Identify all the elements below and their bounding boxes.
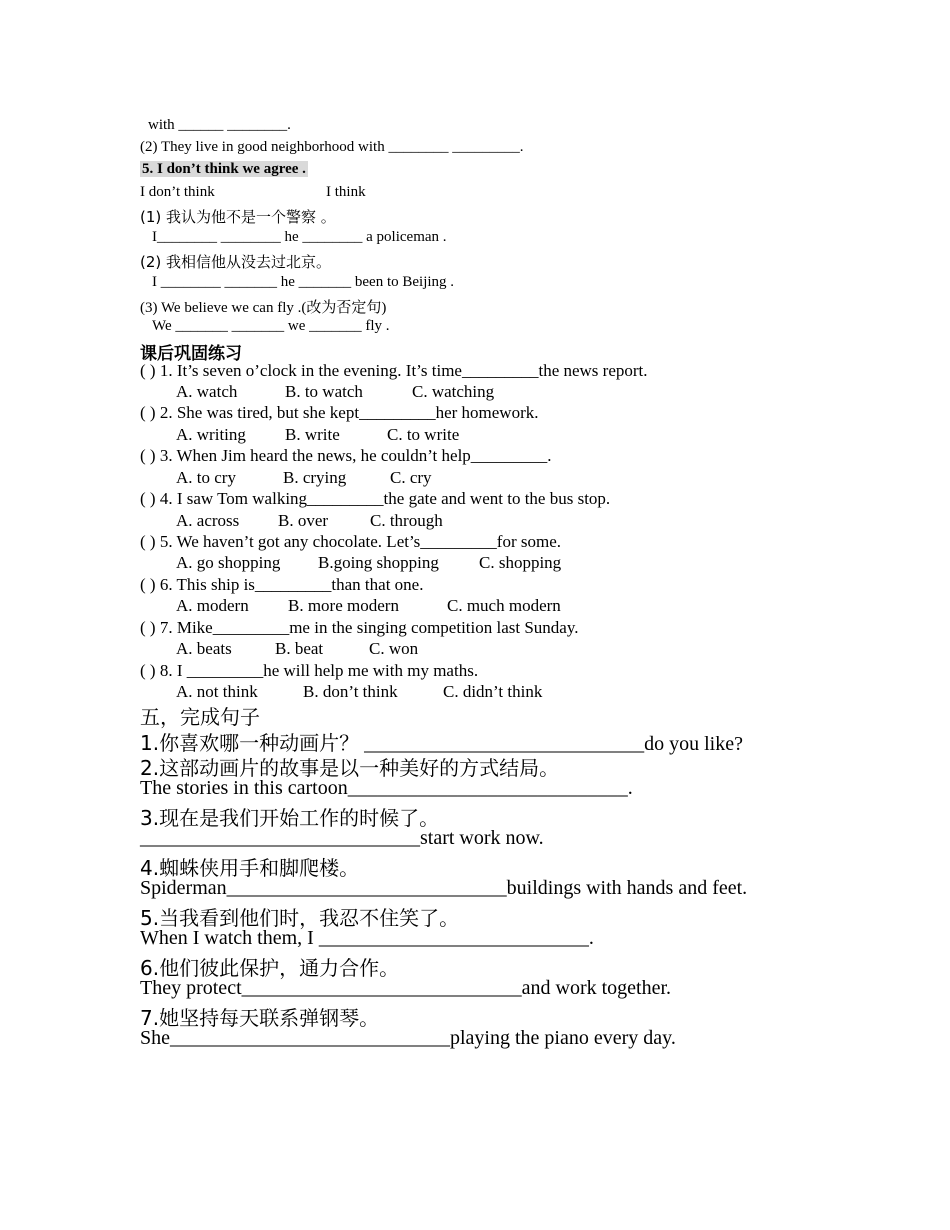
question-7-option-b: B. beat [275,639,324,658]
question-7-option-c: C. won [369,639,419,658]
question-8-option-b: B. don’t think [303,682,398,701]
question-6-option-a: A. modern [176,596,249,615]
question-1-option-c: C. watching [412,382,495,401]
sentence-5-english: When I watch them, I ___________________________. [140,927,594,949]
question-6-option-c: C. much modern [447,596,561,615]
heading-5: 5. I don’t think we agree . [142,161,306,177]
sentence-2-chinese: 2.这部动画片的故事是以一种美好的方式结局。 [140,756,560,780]
question-5-option-b: B.going shopping [318,553,439,572]
question-3-stem: ( ) 3. When Jim heard the news, he couldn’t help_________. [140,446,552,465]
q2-chinese: (2) 我相信他从没去过北京。 [140,253,332,271]
question-3-option-a: A. to cry [176,468,236,487]
question-2-option-b: B. write [285,425,340,444]
contrast-left: I don’t think [140,184,215,200]
question-5-option-c: C. shopping [479,553,562,572]
question-1-option-b: B. to watch [285,382,363,401]
item-2-neighborhood: (2) They live in good neighborhood with ________ _________. [140,139,524,155]
q3-instruction: (3) We believe we can fly .(改为否定句) [140,300,387,316]
question-4-option-b: B. over [278,511,329,530]
q2-english: I ________ _______ he _______ been to Beijing . [152,274,455,290]
sentence-3-chinese: 3.现在是我们开始工作的时候了。 [140,806,440,830]
sentence-3-english: ____________________________start work now. [140,827,544,849]
sentence-1: 1.你喜欢哪一种动画片？ ____________________________do you like? [140,731,743,755]
question-4-option-a: A. across [176,511,240,530]
question-2-option-a: A. writing [176,425,246,444]
question-8-stem: ( ) 8. I _________he will help me with my maths. [140,661,479,680]
question-1-stem: ( ) 1. It’s seven o’clock in the evening. It’s time_________the news report. [140,361,648,380]
sentence-7-chinese: 7.她坚持每天联系弹钢琴。 [140,1006,380,1030]
sentence-5-chinese: 5.当我看到他们时，我忍不住笑了。 [140,906,460,930]
question-2-stem: ( ) 2. She was tired, but she kept_________her homework. [140,403,539,422]
question-2-option-c: C. to write [387,425,460,444]
q1-english: I________ ________ he ________ a policeman . [152,229,447,245]
sentence-4-chinese: 4.蜘蛛侠用手和脚爬楼。 [140,856,360,880]
part5-title: 五，完成句子 [140,705,260,729]
sentence-2-english: The stories in this cartoon____________________________. [140,777,633,799]
question-4-option-c: C. through [370,511,443,530]
sentence-7-english: She____________________________playing the piano every day. [140,1027,676,1049]
contrast-right: I think [326,184,366,200]
question-5-stem: ( ) 5. We haven’t got any chocolate. Let’s_________for some. [140,532,562,551]
question-8-option-c: C. didn’t think [443,682,543,701]
sentence-4-english: Spiderman____________________________buildings with hands and feet. [140,877,748,899]
with-blank-line: with ______ ________. [148,117,291,133]
question-3-option-c: C. cry [390,468,432,487]
question-7-stem: ( ) 7. Mike_________me in the singing competition last Sunday. [140,618,579,637]
question-3-option-b: B. crying [283,468,347,487]
question-6-option-b: B. more modern [288,596,399,615]
practice-title: 课后巩固练习 [140,344,242,364]
question-4-stem: ( ) 4. I saw Tom walking_________the gate and went to the bus stop. [140,489,611,508]
question-7-option-a: A. beats [176,639,232,658]
question-5-option-a: A. go shopping [176,553,281,572]
q1-chinese: (1) 我认为他不是一个警察 。 [140,208,336,226]
q3-english: We _______ _______ we _______ fly . [152,318,390,334]
question-8-option-a: A. not think [176,682,258,701]
question-1-option-a: A. watch [176,382,238,401]
question-6-stem: ( ) 6. This ship is_________than that one. [140,575,424,594]
sentence-6-english: They protect____________________________and work together. [140,977,672,999]
sentence-6-chinese: 6.他们彼此保护，通力合作。 [140,956,400,980]
